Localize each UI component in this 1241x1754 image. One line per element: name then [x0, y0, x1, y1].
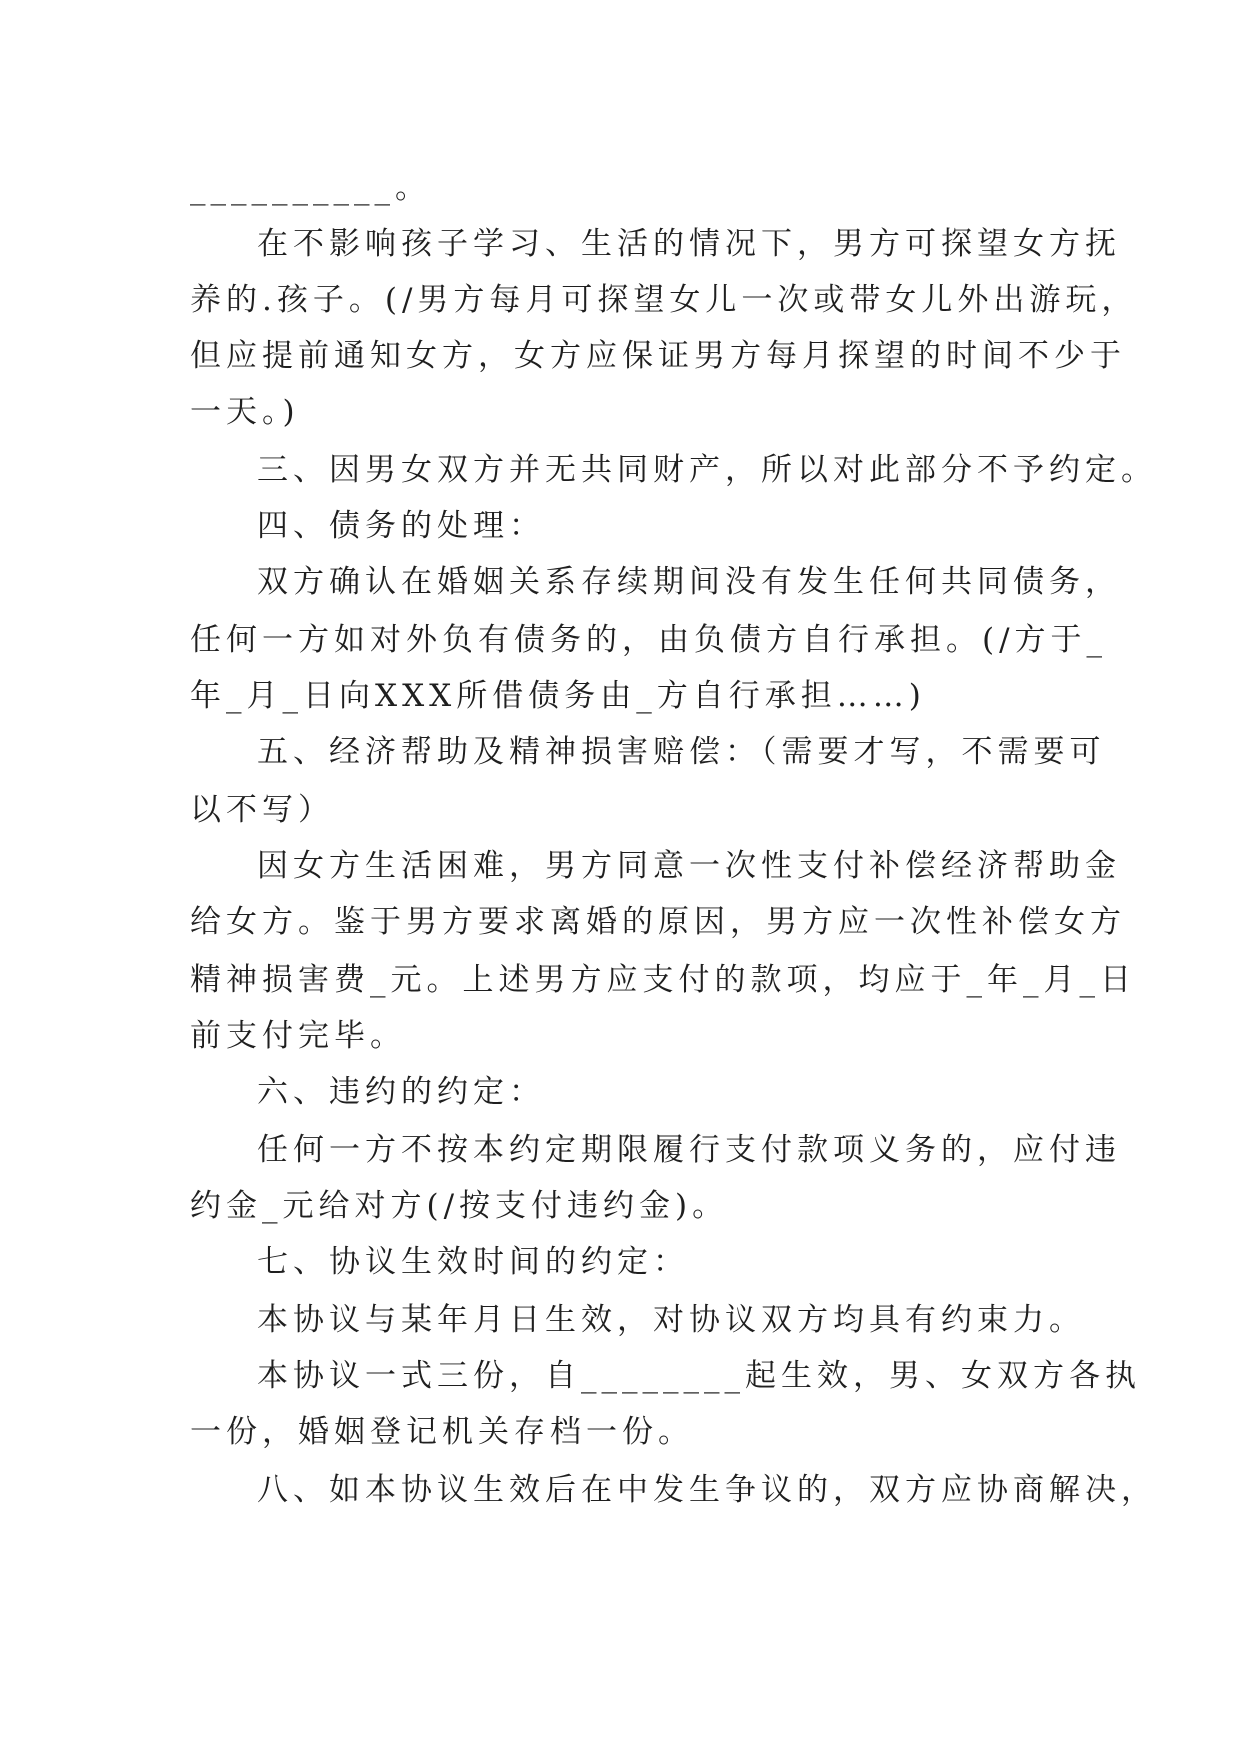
text-line: 一天。)	[190, 394, 300, 430]
text-line: 年_月_日向XXX所借债务由_方自行承担……)	[190, 678, 926, 714]
text-line: 精神损害费_元。上述男方应支付的款项，均应于_年_月_日	[190, 962, 1136, 998]
text-line: 八、如本协议生效后在中发生争议的，双方应协商解决，	[257, 1472, 1157, 1508]
text-line: 任何一方不按本约定期限履行支付款项义务的，应付违	[257, 1132, 1121, 1168]
text-line: 因女方生活困难，男方同意一次性支付补偿经济帮助金	[257, 848, 1121, 884]
text-line: 约金_元给对方(/按支付违约金)。	[190, 1188, 729, 1224]
text-line: 给女方。鉴于男方要求离婚的原因，男方应一次性补偿女方	[190, 904, 1126, 940]
text-line: 三、因男女双方并无共同财产，所以对此部分不予约定。	[257, 452, 1157, 488]
text-line: 在不影响孩子学习、生活的情况下，男方可探望女方抚	[257, 226, 1121, 262]
text-line: 双方确认在婚姻关系存续期间没有发生任何共同债务，	[257, 564, 1121, 600]
text-line: 但应提前通知女方，女方应保证男方每月探望的时间不少于	[190, 338, 1126, 374]
text-line: 养的.孩子。(/男方每月可探望女儿一次或带女儿外出游玩，	[190, 282, 1138, 318]
text-line: 本协议与某年月日生效，对协议双方均具有约束力。	[257, 1302, 1085, 1338]
text-line: 五、经济帮助及精神损害赔偿：（需要才写，不需要可	[257, 734, 1106, 770]
text-line: 本协议一式三份，自________起生效，男、女双方各执	[257, 1358, 1141, 1394]
text-line: 前支付完毕。	[190, 1018, 406, 1054]
text-line: 一份，婚姻登记机关存档一份。	[190, 1414, 694, 1450]
text-line: 七、协议生效时间的约定：	[257, 1244, 689, 1280]
text-line: 四、债务的处理：	[257, 508, 545, 544]
text-line: 以不写）	[190, 792, 334, 828]
text-line: __________。	[190, 170, 431, 206]
text-line: 六、违约的约定：	[257, 1074, 545, 1110]
text-line: 任何一方如对外负有债务的，由负债方自行承担。(/方于_	[190, 622, 1108, 658]
